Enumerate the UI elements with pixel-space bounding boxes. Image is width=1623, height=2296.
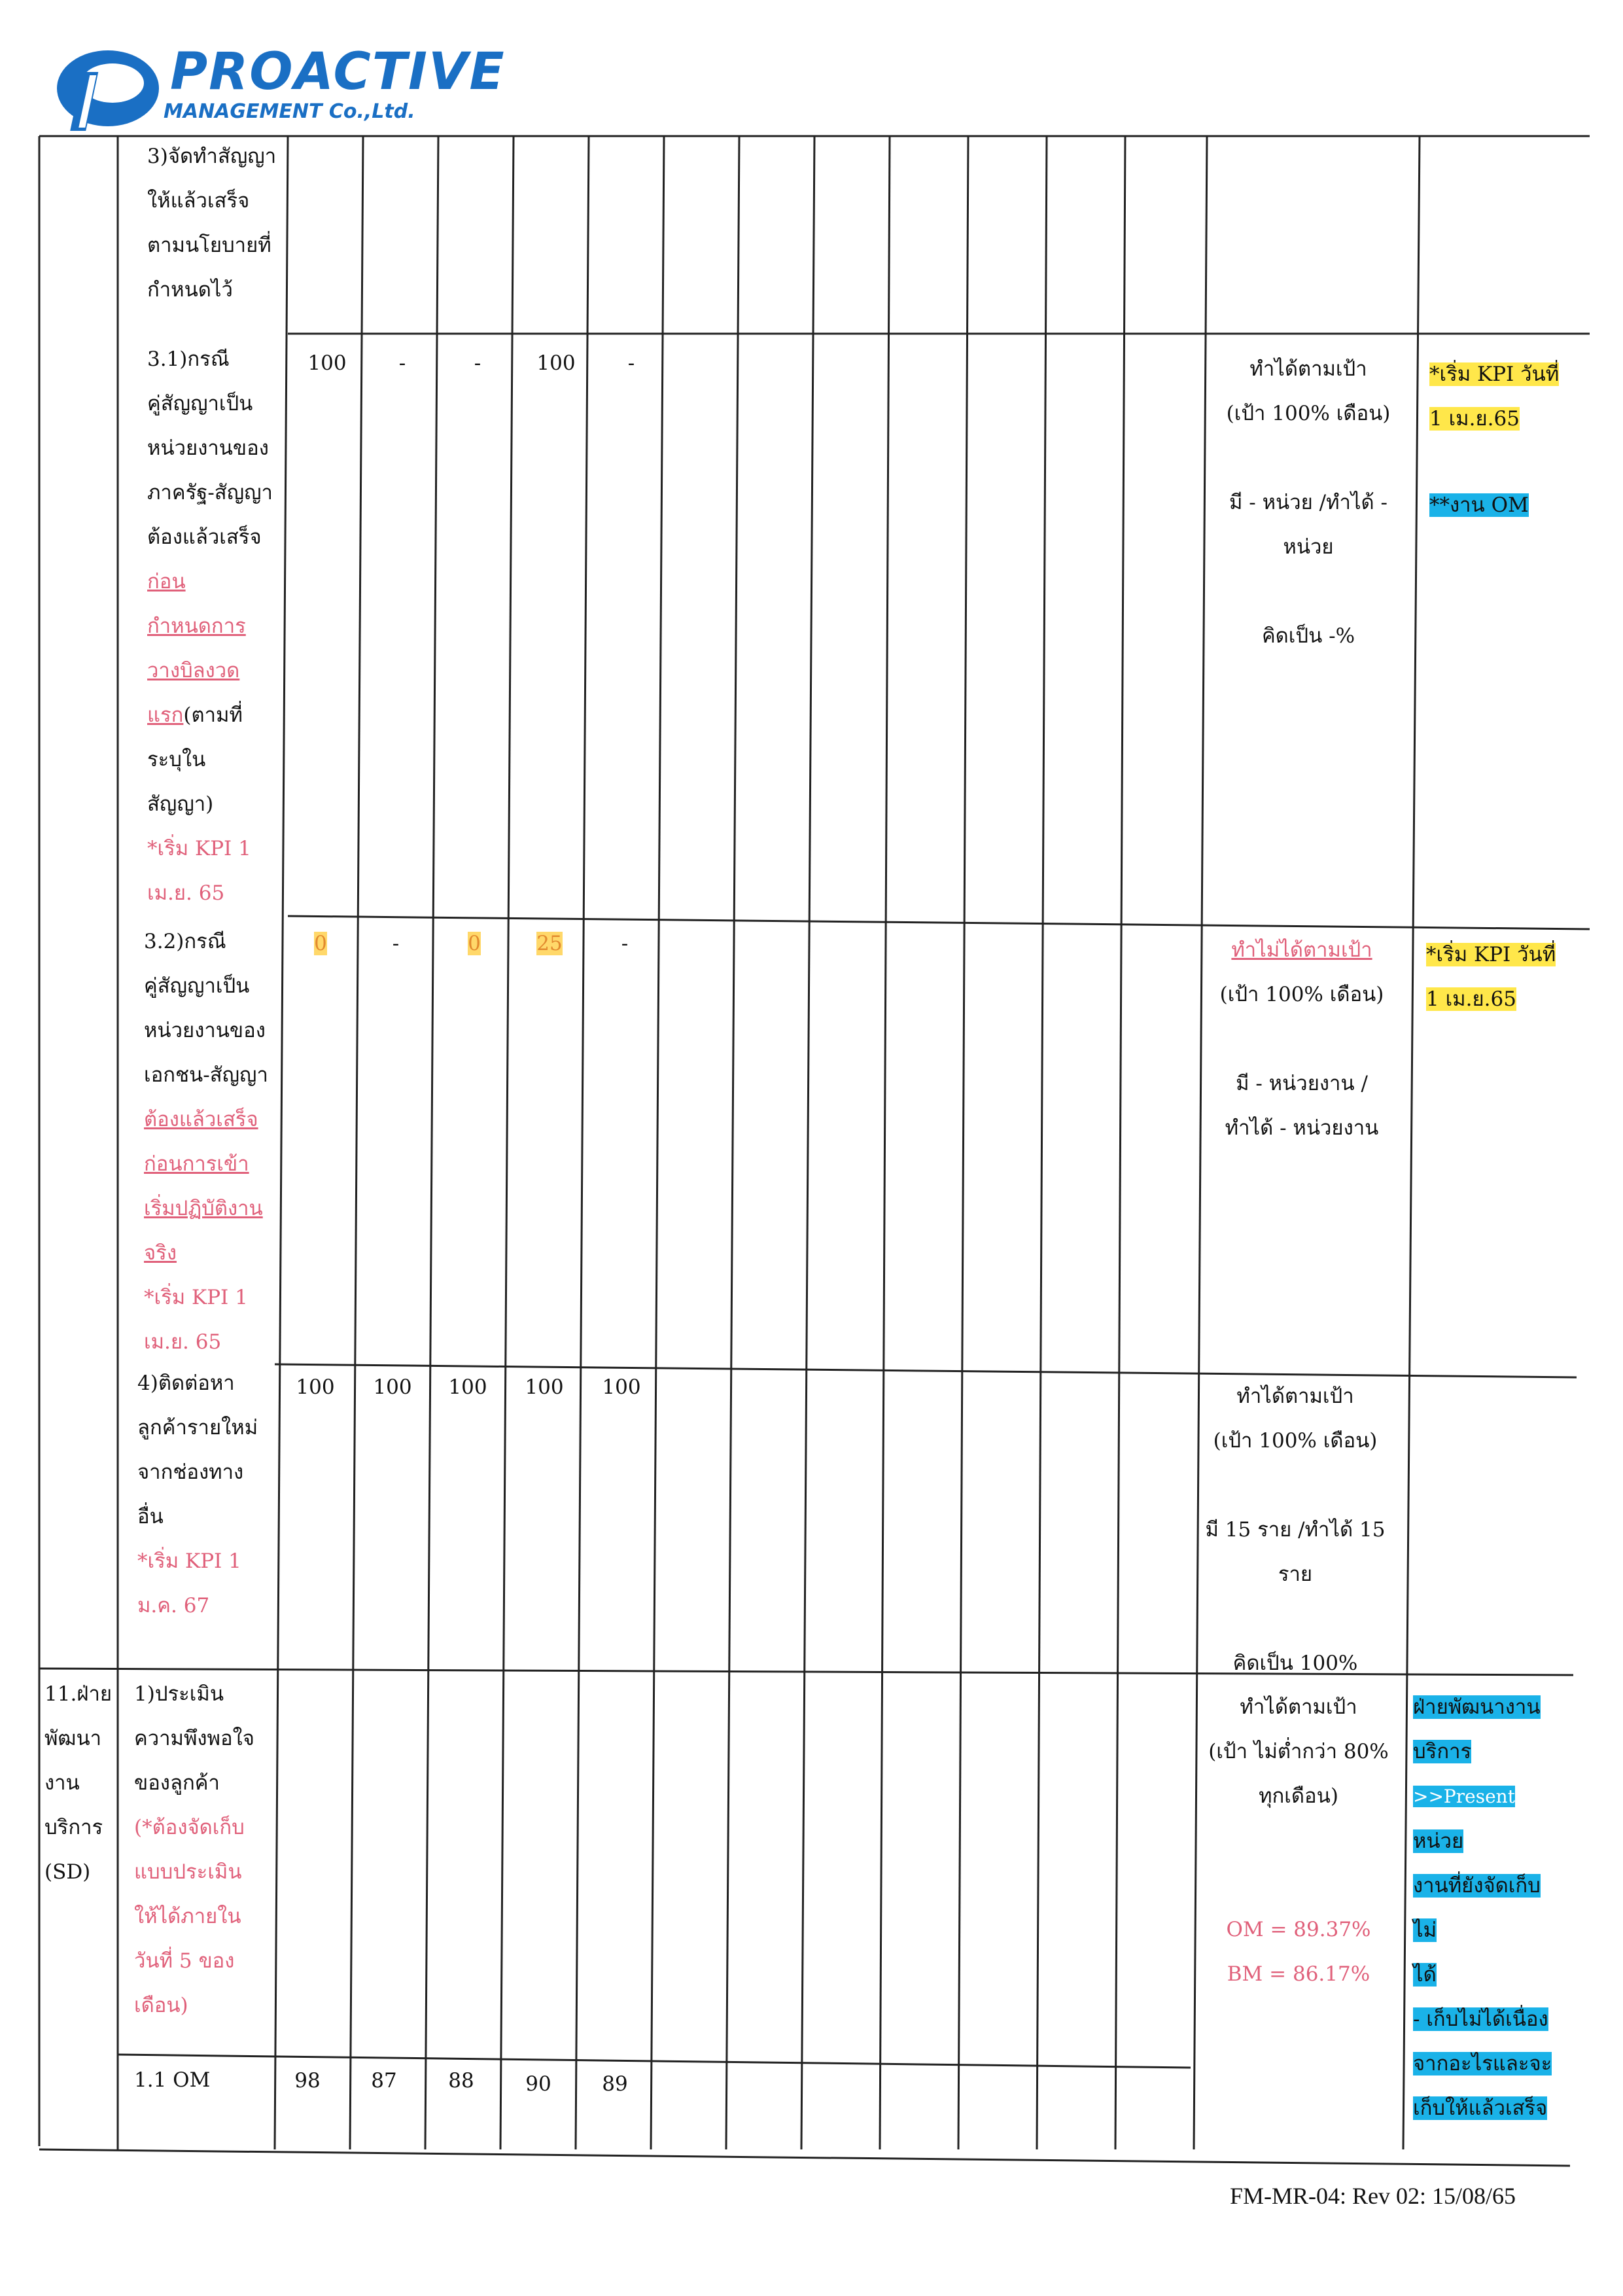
row32-item-line: 3.2)กรณี [144, 930, 226, 953]
row31-kpi-start: *เริ่ม KPI 1 [147, 837, 251, 860]
row31-result-line: หน่วย [1283, 535, 1334, 559]
row4-kpi-start: ม.ค. 67 [137, 1594, 210, 1617]
row32-value-text: 0 [468, 932, 481, 955]
row3-item [147, 134, 276, 312]
row31-value: 100 [536, 351, 576, 375]
row31-item-line: สัญญา) [147, 792, 214, 816]
row31-kpi-start: เม.ย. 65 [147, 881, 225, 905]
row31-result-spacer [1210, 569, 1406, 614]
row32-kpi-start: เม.ย. 65 [144, 1330, 222, 1354]
row32-item-pink-line: ต้องแล้วเสร็จ [144, 1108, 258, 1131]
row31-value: - [474, 351, 481, 375]
row32-note-yellow: *เริ่ม KPI วันที่ [1426, 943, 1556, 966]
row32-value: - [392, 932, 400, 955]
row31-note [1429, 352, 1559, 527]
row4-result-line: คิดเป็น 100% [1232, 1651, 1358, 1675]
row4-value: 100 [525, 1375, 564, 1399]
row11-note-blue: >>Present [1413, 1786, 1515, 1807]
row11om-value: 89 [602, 2072, 628, 2096]
row11-note-blue: จากอะไรและจะ [1413, 2052, 1552, 2075]
row4-item-line: ลูกค้ารายใหม่ [137, 1416, 258, 1439]
row31-item-pink-line: กำหนดการ [147, 614, 246, 638]
row31-item-line: คู่สัญญาเป็น [147, 392, 253, 415]
row11-dept-line: บริการ [44, 1816, 103, 1839]
row32-item-line: คู่สัญญาเป็น [144, 974, 250, 998]
row11-note-blue: - เก็บไม่ได้เนื่อง [1413, 2007, 1548, 2031]
row4-result-spacer [1197, 1597, 1393, 1641]
row11om-item: 1.1 OM [134, 2068, 211, 2092]
row4-item [137, 1361, 258, 1628]
row31-item-line: 3.1)กรณี [147, 347, 230, 371]
row32-result-pink: ทำไม่ได้ตามเป้า [1231, 938, 1372, 962]
row11-item-pink-line: แบบประเมิน [134, 1860, 242, 1884]
row31-item-line: หน่วยงานของ [147, 436, 269, 460]
row32-note-yellow: 1 เม.ย.65 [1426, 987, 1516, 1011]
row11-result-pink: BM = 86.17% [1227, 1962, 1370, 1986]
row11-note-blue: ไม่ [1413, 1918, 1437, 1942]
row11-dept-line: (SD) [44, 1860, 91, 1884]
row11-dept-line: พัฒนา [44, 1727, 102, 1750]
row31-value: - [627, 351, 635, 375]
row31-item-line: ระบุใน [147, 748, 206, 771]
row4-kpi-start: *เริ่ม KPI 1 [137, 1549, 241, 1573]
row11-item [134, 1672, 254, 2028]
row31-result-line: คิดเป็น -% [1261, 624, 1355, 648]
row3-item-line: กำหนดไว้ [147, 278, 233, 302]
row32-item [144, 919, 268, 1364]
row31-item-mixed-pink: แรก [147, 703, 184, 727]
row11om-value: 98 [294, 2069, 321, 2093]
row11-item-pink-line: (*ต้องจัดเก็บ [134, 1816, 245, 1839]
row11-note-blue: หน่วย [1413, 1829, 1464, 1853]
row11-dept-line: งาน [44, 1771, 80, 1795]
row11-note-blue: เก็บให้แล้วเสร็จ [1413, 2096, 1548, 2120]
row32-value [445, 924, 504, 963]
row11om-value: 88 [448, 2069, 474, 2093]
row11-item-line: 1)ประเมิน [134, 1682, 224, 1706]
row11-item-line: ความพึงพอใจ [134, 1727, 254, 1750]
form-code: FM-MR-04: Rev 02: 15/08/65 [1230, 2183, 1516, 2209]
row11-note-blue: บริการ [1413, 1740, 1472, 1763]
row11-note-blue: งานที่ยังจัดเก็บ [1413, 1874, 1541, 1898]
row31-item-mixed-rest: (ตามที่ [183, 703, 243, 727]
row32-value-text: 25 [536, 932, 563, 955]
row4-item-line: อื่น [137, 1505, 164, 1528]
row31-result-line: มี - หน่วย /ทำได้ - [1229, 491, 1387, 514]
row11-result-line: ทุกเดือน) [1259, 1784, 1338, 1808]
row11-result-spacer [1197, 1818, 1400, 1907]
row4-result-line: ทำได้ตามเป้า [1236, 1385, 1354, 1408]
row11-item-pink-line: วันที่ 5 ของ [134, 1949, 235, 1973]
row31-result-line: ทำได้ตามเป้า [1249, 357, 1367, 381]
row31-note-blue: **งาน OM [1429, 493, 1529, 517]
row32-result [1204, 928, 1400, 1150]
row4-result-line: (เป้า 100% เดือน) [1213, 1429, 1378, 1453]
row32-value: - [621, 932, 629, 955]
row4-value: 100 [602, 1375, 641, 1399]
row31-result-line: (เป้า 100% เดือน) [1226, 402, 1391, 425]
row32-item-pink-line: ก่อนการเข้า [144, 1152, 249, 1176]
row31-item-pink-line: ก่อน [147, 570, 186, 593]
row11-result [1197, 1685, 1400, 1996]
row11om-value: 90 [525, 2072, 551, 2096]
row32-item-pink-line: จริง [144, 1241, 177, 1265]
row4-value: 100 [373, 1375, 412, 1399]
row32-note [1426, 932, 1556, 1021]
row11-item-pink-line: ให้ได้ภายใน [134, 1905, 241, 1928]
row3-item-line: ตามนโยบายที่ [147, 234, 271, 257]
row11-result-pink: OM = 89.37% [1226, 1918, 1371, 1941]
row4-result-line: มี 15 ราย /ทำได้ 15 [1205, 1518, 1386, 1542]
row32-value [520, 924, 579, 963]
row3-item-line: ให้แล้วเสร็จ [147, 189, 250, 213]
row32-item-line: หน่วยงานของ [144, 1019, 266, 1042]
row31-item-mixed-line [147, 693, 273, 737]
row11-result-line: (เป้า ไม่ต่ำกว่า 80% [1208, 1740, 1389, 1763]
row32-result-line: ทำได้ - หน่วยงาน [1225, 1116, 1379, 1140]
row11-result-line: ทำได้ตามเป้า [1240, 1695, 1357, 1719]
row11-dept-line: 11.ฝ่าย [44, 1682, 113, 1706]
row31-note-yellow: 1 เม.ย.65 [1429, 407, 1520, 431]
row4-item-line: 4)ติดต่อหา [137, 1371, 235, 1395]
row32-result-line: (เป้า 100% เดือน) [1219, 983, 1384, 1006]
row11-dept [44, 1672, 112, 1894]
row4-value: 100 [296, 1375, 335, 1399]
row31-value: 100 [307, 351, 347, 375]
row32-value [291, 924, 350, 963]
row31-item-line: ต้องแล้วเสร็จ [147, 525, 262, 549]
row31-note-yellow: *เริ่ม KPI วันที่ [1429, 362, 1560, 386]
row11-note-blue: ฝ่ายพัฒนางาน [1413, 1695, 1541, 1719]
row32-result-line: มี - หน่วยงาน / [1236, 1072, 1368, 1095]
row11-note-blue: ได้ [1413, 1963, 1437, 1987]
row32-result-spacer [1204, 1017, 1400, 1061]
company-name: PROACTIVE [170, 43, 506, 101]
row4-result-spacer [1197, 1463, 1393, 1508]
row11-item-pink-line: เดือน) [134, 1994, 188, 2017]
row32-item-pink-line: เริ่มปฏิบัติงาน [144, 1197, 263, 1220]
row31-result [1210, 347, 1406, 658]
row31-value: - [398, 351, 406, 375]
row31-item-pink-line: วางบิลงวด [147, 659, 240, 682]
row4-result-line: ราย [1278, 1563, 1313, 1586]
row32-kpi-start: *เริ่ม KPI 1 [144, 1286, 248, 1309]
row4-item-line: จากช่องทาง [137, 1460, 244, 1484]
company-sub: MANAGEMENT Co.,Ltd. [164, 100, 415, 123]
row11om-value: 87 [371, 2069, 397, 2093]
row4-result [1197, 1374, 1393, 1686]
row3-item-line: 3)จัดทำสัญญา [147, 145, 277, 168]
row32-item-line: เอกชน-สัญญา [144, 1063, 268, 1087]
row32-value-text: 0 [314, 932, 327, 955]
row31-result-spacer [1210, 436, 1406, 480]
row31-item-line: ภาครัฐ-สัญญา [147, 481, 273, 504]
row11-item-line: ของลูกค้า [134, 1771, 220, 1795]
row31-item [147, 337, 273, 915]
row11-note [1413, 1685, 1552, 2130]
row4-value: 100 [448, 1375, 487, 1399]
